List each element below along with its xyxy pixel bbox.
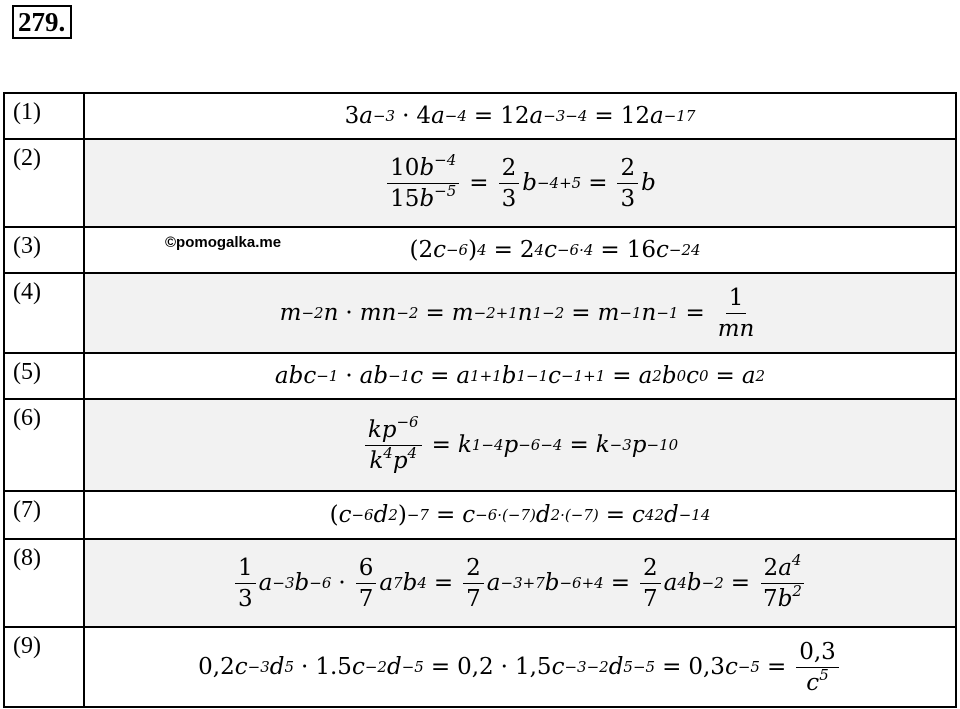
table-row	[4, 491, 956, 539]
row-number: (2)	[4, 139, 84, 227]
table-row	[4, 273, 956, 353]
table-row	[4, 539, 956, 627]
expression-1: 3 a −3 · 4 a −4 = 12 a −3−4 = 12 a −17	[84, 93, 956, 139]
solutions-table	[3, 92, 957, 708]
row-number: (3)	[4, 227, 84, 273]
table-row	[4, 399, 956, 491]
row-number: (5)	[4, 353, 84, 399]
row-number: (8)	[4, 539, 84, 627]
expression-9: 0,2 c −3 d 5 · 1.5 c −2 d −5 = 0,2 · 1,5 c −3−2 d 5−5 = 0,3 c −5 = $\frac{0,3}{c^5}$	[84, 627, 956, 707]
row-number: (1)	[4, 93, 84, 139]
expression-5: abc −1 · ab −1 c = a 1+1 b 1−1 c −1+1 = a 2 b 0 c 0 = a 2	[84, 353, 956, 399]
expression-4: m −2 n · mn −2 = m −2+1 n 1−2 = m −1 n −1 = $\frac{1}{mn}$	[84, 273, 956, 353]
row-number: (6)	[4, 399, 84, 491]
table-row	[4, 139, 956, 227]
task-number	[12, 5, 72, 39]
table-row	[4, 227, 956, 273]
expression-2: $\frac{10b^{-4}}{15b^{-5}}$ = $\frac{2}{3}$ b −4+5 = $\frac{2}{3}$ b	[84, 139, 956, 227]
expression-3: ©pomogalka.me ( 2 c −6 ) 4 = 2 4 c −6·4 = 16 c −24	[84, 227, 956, 273]
watermark: ©pomogalka.me	[165, 234, 282, 251]
expression-6: $\frac{kp^{-6}}{k^4p^4}$ = k 1−4 p −6−4 = k −3 p −10	[84, 399, 956, 491]
task-number-value: 279	[18, 7, 59, 37]
expression-8: $\frac{1}{3}$ a −3 b −6 · $\frac{6}{7}$ a 7 b 4 = $\frac{2}{7}$ a −3+7 b −6+4 = $\frac{2}{7}$ a 4 b −2 = $\frac{2a^4}{7b^2}$	[84, 539, 956, 627]
row-number: (4)	[4, 273, 84, 353]
task-number-dot: .	[58, 7, 66, 37]
table-row	[4, 93, 956, 139]
table-row	[4, 353, 956, 399]
expression-7: ( c −6 d 2 ) −7 = c −6·(−7) d 2·(−7) = c 42 d −14	[84, 491, 956, 539]
row-number: (9)	[4, 627, 84, 707]
table-row	[4, 627, 956, 707]
row-number: (7)	[4, 491, 84, 539]
